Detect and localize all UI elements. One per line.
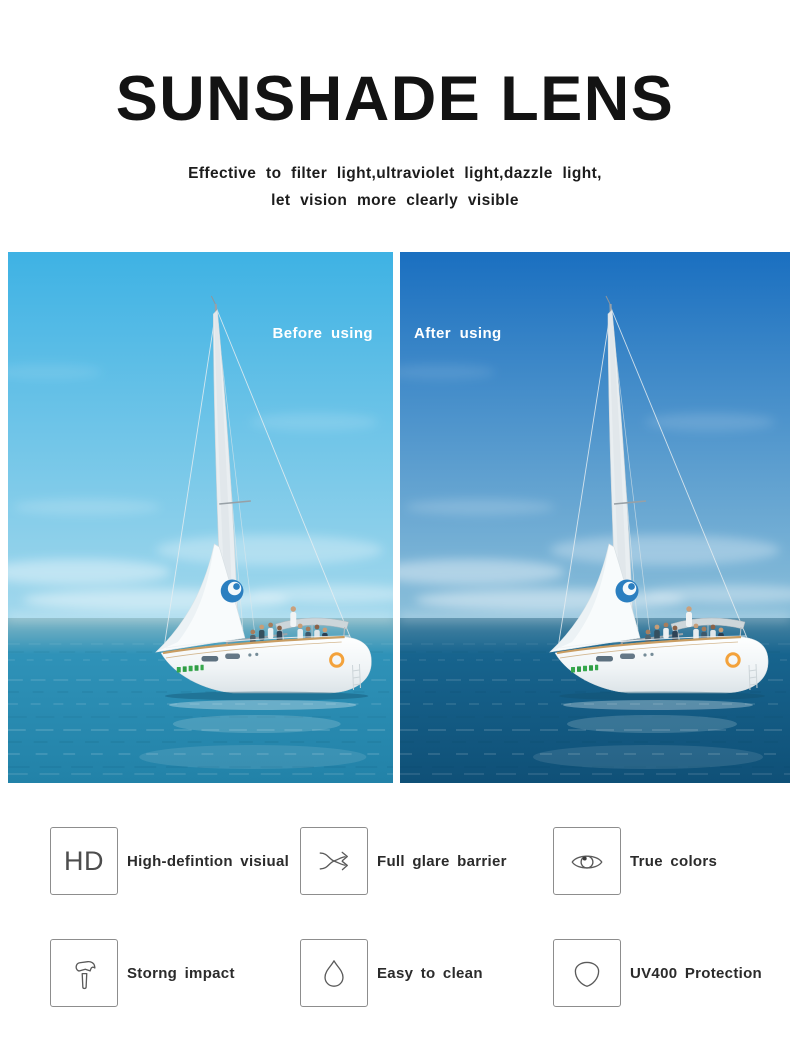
feature-label: High-defintion visiual	[127, 852, 290, 870]
feature-label: UV400 Protection	[630, 964, 763, 982]
feature-true-colors	[553, 827, 717, 895]
feature-icon-box	[300, 939, 368, 1007]
page-title: SUNSHADE LENS	[115, 64, 675, 134]
before-using-label: Before using	[272, 325, 373, 342]
after-photo-panel	[400, 252, 790, 783]
eye-icon	[568, 842, 606, 880]
feature-icon-box	[50, 827, 118, 895]
feature-glare-barrier	[300, 827, 507, 895]
subtitle-line-2: let vision more clearly visible	[271, 192, 519, 209]
feature-icon-box	[553, 827, 621, 895]
hd-icon: HD	[64, 845, 104, 876]
feature-high-definition	[50, 827, 289, 895]
feature-label: Storng impact	[127, 964, 235, 982]
feature-strong-impact	[50, 939, 235, 1007]
feature-uv400-protection	[553, 939, 762, 1007]
feature-icon-box	[300, 827, 368, 895]
shuffle-arrows-icon	[315, 842, 353, 880]
feature-icon-box	[50, 939, 118, 1007]
water-drop-icon	[315, 954, 353, 992]
feature-icon-box	[553, 939, 621, 1007]
feature-easy-to-clean	[300, 939, 483, 1007]
feature-label: Full glare barrier	[377, 852, 507, 870]
feature-label: True colors	[630, 852, 718, 870]
hammer-icon	[65, 954, 103, 992]
page-subtitle	[0, 160, 790, 214]
subtitle-line-1: Effective to filter light,ultraviolet light,dazzle light,	[188, 165, 602, 182]
shield-lens-icon	[568, 954, 606, 992]
before-photo-panel	[8, 252, 393, 783]
after-using-label: After using	[414, 325, 502, 342]
feature-label: Easy to clean	[377, 964, 483, 982]
